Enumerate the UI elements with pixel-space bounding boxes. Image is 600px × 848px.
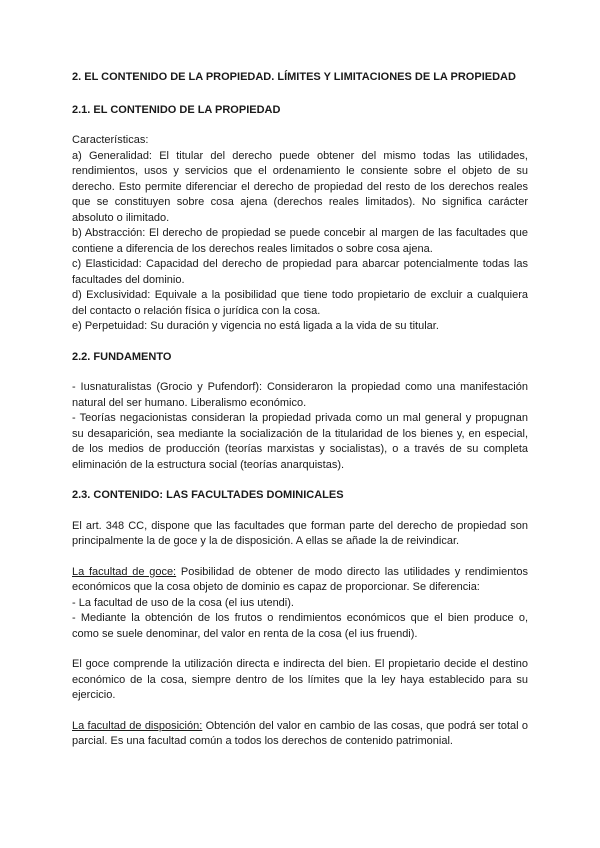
facultad-goce-text: Posibilidad de obtener de modo directo las utilidades y rendimientos económicos que la cosa objeto de dominio es capaz de proporcionar. Se diferencia: [72,565,529,593]
characteristic-item: b) Abstracción: El derecho de propiedad se puede concebir al margen de las facultades que contiene a diferencia de los derechos reales limitados o sobre cosa ajena. [72,227,528,255]
goce-summary-paragraph: El goce comprende la utilización directa e indirecta del bien. El propietario decide el destino económico de la cosa, siempre dentro de los límites que la ley haya establecido para su ejercicio. [72,658,528,701]
art-348-paragraph: El art. 348 CC, dispone que las facultades que forman parte del derecho de propiedad son principalmente la de goce y la de disposición. A ellas se añade la de reivindicar. [72,519,528,547]
document-title: 2. EL CONTENIDO DE LA PROPIEDAD. LÍMITES Y LIMITACIONES DE LA PROPIEDAD [72,71,516,83]
characteristic-item: e) Perpetuidad: Su duración y vigencia no está ligada a la vida de su titular. [72,320,439,332]
section-heading-2-3: 2.3. CONTENIDO: LAS FACULTADES DOMINICALES [72,489,344,501]
fundamento-item: - Teorías negacionistas consideran la propiedad privada como un mal general y propugnan su desaparición, sea mediante la socialización de la titularidad de los bienes y, en especial, de los medios de producción (teorías marxistas y socialistas), o a través de su completa eliminación de la estructura social (teorías anarquistas). [72,412,528,471]
facultad-disposicion-text: Obtención del valor en cambio de las cosas, que podrá ser total o parcial. Es una facultad común a todos los derechos de contenido patrimonial. [72,719,528,747]
section-heading-2-1: 2.1. EL CONTENIDO DE LA PROPIEDAD [72,103,281,116]
characteristic-item: a) Generalidad: El titular del derecho puede obtener del mismo todas las utilidades, rendimientos, usos y servicios que el ordenamiento le consiente sobre el objeto de su derecho. Esto permite diferenciar el derecho de propiedad del resto de los derechos reales que se constituyen sobre cosa ajena (derechos reales limitados). No significa carácter absoluto o ilimitado. [72,149,528,224]
facultad-goce-paragraph [72,565,528,596]
characteristics-intro: Características: [72,134,149,146]
fundamento-item: - Iusnaturalistas (Grocio y Pufendorf): Consideraron la propiedad como una manifestación natural del ser humano. Liberalismo económico. [72,381,528,409]
facultad-disposicion-label: La facultad de disposición: [72,719,203,732]
goce-item: - La facultad de uso de la cosa (el ius utendi). [72,596,294,609]
goce-item: - Mediante la obtención de los frutos o rendimientos económicos que el bien produce o, como se suele denominar, del valor en renta de la cosa (el ius fruendi). [72,612,528,640]
characteristic-item: d) Exclusividad: Equivale a la posibilidad que tiene todo propietario de excluir a cualquiera del contacto o relación física o jurídica con la cosa. [72,289,528,317]
facultad-goce-label: La facultad de goce: [72,565,177,578]
section-heading-2-2: 2.2. FUNDAMENTO [72,350,172,363]
characteristic-item: c) Elasticidad: Capacidad del derecho de propiedad para abarcar potencialmente todas las facultades del dominio. [72,258,528,286]
facultad-disposicion-paragraph [72,719,528,750]
document-page [72,70,528,750]
